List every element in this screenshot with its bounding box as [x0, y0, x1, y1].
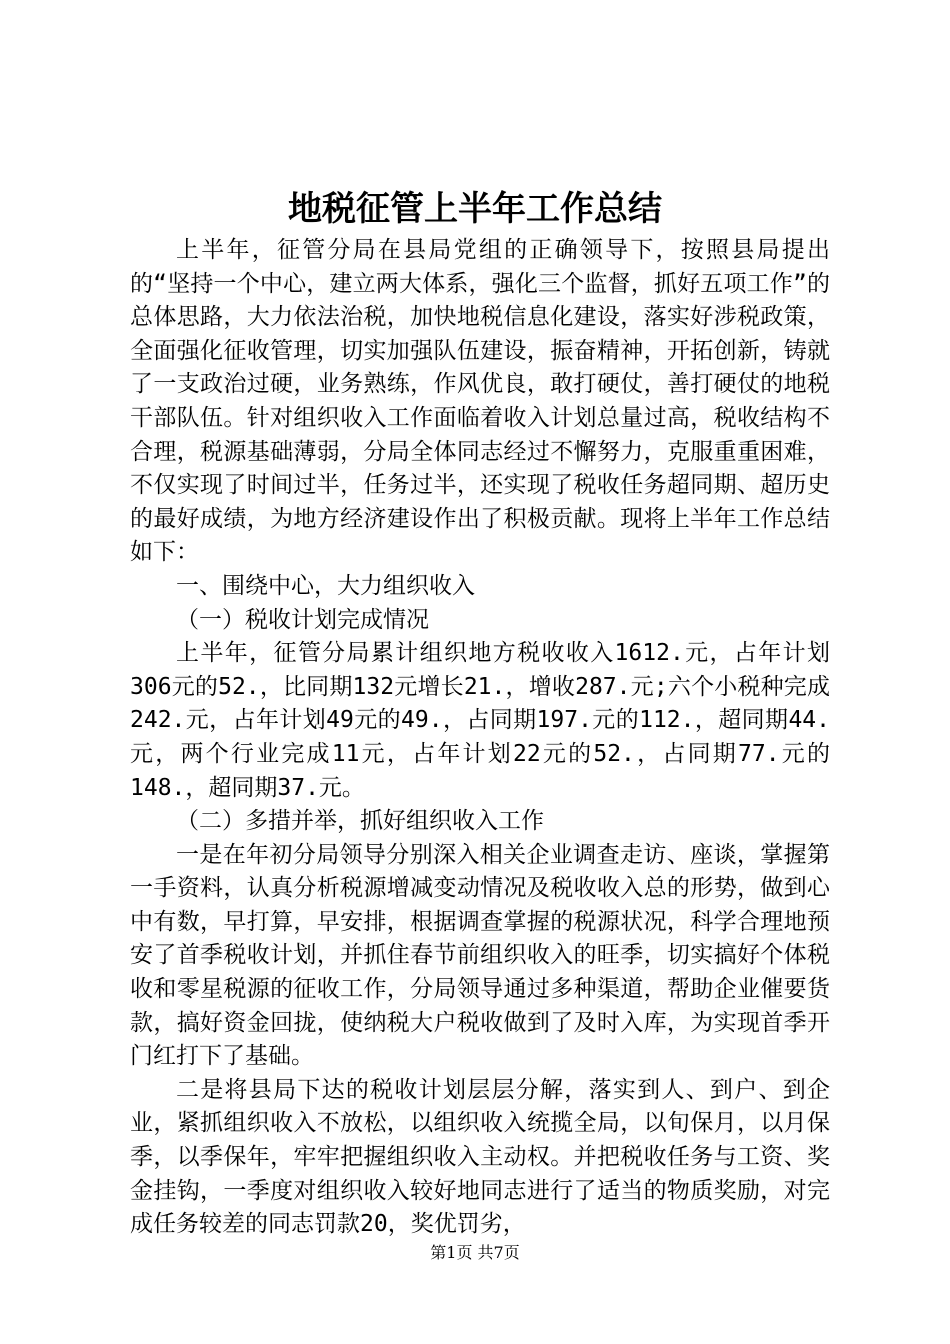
section-heading: 一、围绕中心，大力组织收入 [176, 572, 475, 599]
paragraph-measure-2: 二是将县局下达的税收计划层层分解，落实到人、到户、到企业，紧抓组织收入不放松，以组织收入统揽全局，以旬保月，以月保季，以季保年，牢牢把握组织收入主动权。并把税收任务与工资、奖金挂钩，一季度对组织收入较好地同志进行了适当的物质奖励，对完成任务较差的同志罚款20，奖优罚劣， [130, 1076, 830, 1238]
document-title: 地税征管上半年工作总结 [288, 189, 662, 229]
document-body [130, 234, 830, 1242]
paragraph-intro: 上半年，征管分局在县局党组的正确领导下，按照县局提出的“坚持一个中心，建立两大体系，强化三个监督，抓好五项工作”的总体思路，大力依法治税，加快地税信息化建设，落实好涉税政策，全面强化征收管理，切实加强队伍建设，振奋精神，开拓创新，铸就了一支政治过硬，业务熟练，作风优良，敢打硬仗，善打硬仗的地税干部队伍。针对组织收入工作面临着收入计划总量过高，税收结构不合理，税源基础薄弱，分局全体同志经过不懈努力，克服重重困难，不仅实现了时间过半，任务过半，还实现了税收任务超同期、超历史的最好成绩，为地方经济建设作出了积极贡献。现将上半年工作总结如下： [130, 237, 830, 566]
page-footer: 第1页 共7页 [430, 1243, 520, 1262]
paragraph-measure-1: 一是在年初分局领导分别深入相关企业调查走访、座谈，掌握第一手资料，认真分析税源增减变动情况及税收收入总的形势，做到心中有数，早打算，早安排，根据调查掌握的税源状况，科学合理地预安了首季税收计划，并抓住春节前组织收入的旺季，切实搞好个体税收和零星税源的征收工作，分局领导通过多种渠道，帮助企业催要货款，搞好资金回拢，使纳税大户税收做到了及时入库，为实现首季开门红打下了基础。 [130, 841, 830, 1070]
paragraph-plan-completion: 上半年，征管分局累计组织地方税收收入1612.元，占年计划306元的52.，比同期132元增长21.，增收287.元;六个小税种完成242.元，占年计划49元的49.，占同期197.元的112.，超同期44.元，两个行业完成11元，占年计划22元的52.，占同期77.元的148.，超同期37.元。 [130, 640, 830, 801]
subsection-heading-1: （一）税收计划完成情况 [176, 606, 429, 633]
subsection-heading-2: （二）多措并举，抓好组织收入工作 [176, 808, 544, 835]
